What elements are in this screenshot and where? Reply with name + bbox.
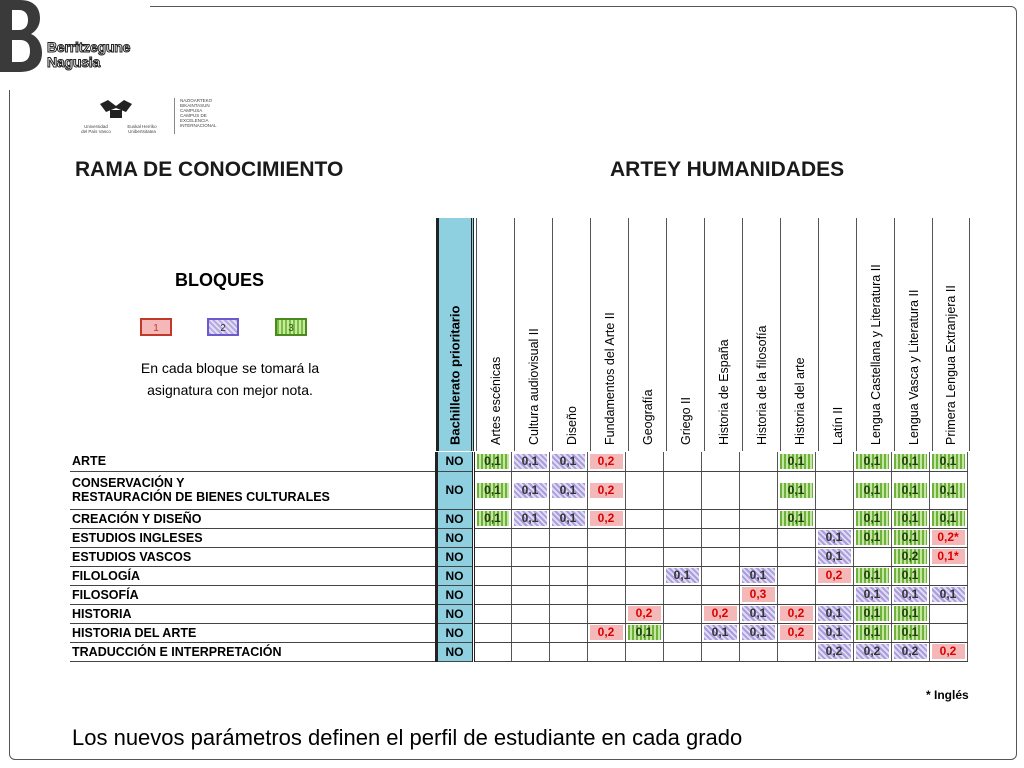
weight-value: 0,2 (590, 483, 623, 498)
weight-cell (473, 452, 511, 471)
weight-cell (739, 452, 777, 471)
subject-label: Griego II (678, 397, 693, 445)
weight-cell (701, 566, 739, 585)
weight-cell (929, 623, 967, 642)
weight-cell (701, 452, 739, 471)
header-subject (932, 218, 970, 451)
weight-cell (853, 623, 891, 642)
table-row (70, 452, 967, 471)
weight-cell (815, 566, 853, 585)
weight-cell (587, 528, 625, 547)
weight-cell (625, 604, 663, 623)
weight-cell (853, 509, 891, 528)
bachillerato-value: NO (436, 471, 473, 509)
weight-cell (701, 509, 739, 528)
subject-label: Fundamentos del Arte II (602, 312, 617, 445)
weight-cell (625, 452, 663, 471)
legend-block-1: 1 (140, 318, 172, 336)
degree-name: TRADUCCIÓN E INTERPRETACIÓN (70, 642, 436, 661)
weight-cell (549, 623, 587, 642)
weight-cell (587, 566, 625, 585)
weighting-table (70, 452, 968, 662)
brand-line2: Nagusia (47, 54, 101, 70)
weight-cell (663, 509, 701, 528)
weight-value: 0,1 (856, 530, 889, 545)
weight-value: 0,2 (932, 644, 965, 659)
weight-cell (853, 471, 891, 509)
brand-name (47, 40, 130, 70)
degree-name: HISTORIA DEL ARTE (70, 623, 436, 642)
weight-value: 0,2 (704, 606, 737, 621)
weight-cell (891, 452, 929, 471)
weight-cell (815, 585, 853, 604)
weight-value: 0,1 (477, 511, 509, 526)
bachillerato-value: NO (436, 642, 473, 661)
weight-cell (587, 509, 625, 528)
weight-cell (587, 604, 625, 623)
university-name-es: Universidad del País Vasco (81, 124, 111, 134)
bachillerato-value: NO (436, 623, 473, 642)
weight-cell (891, 623, 929, 642)
legend-block-2: 2 (207, 318, 239, 336)
bachillerato-value: NO (436, 547, 473, 566)
weight-value: 0,1 (780, 483, 813, 498)
degree-name: CREACIÓN Y DISEÑO (70, 509, 436, 528)
weight-value: 0,1 (856, 606, 889, 621)
weight-value: 0,1 (932, 511, 965, 526)
degree-name: HISTORIA (70, 604, 436, 623)
branch-name: ARTEY HUMANIDADES (610, 158, 845, 181)
weight-cell (511, 509, 549, 528)
weight-cell (663, 528, 701, 547)
header-subject (704, 218, 742, 451)
subject-label: Artes escénicas (488, 356, 503, 445)
header-subject (514, 218, 552, 451)
weight-value: 0,1 (856, 568, 889, 583)
weight-cell (701, 642, 739, 661)
weight-cell (663, 471, 701, 509)
weight-value: 0,2 (780, 625, 813, 640)
weight-value: 0,2 (818, 644, 851, 659)
weight-value: 0,2 (590, 511, 623, 526)
header-subject (780, 218, 818, 451)
weight-cell (777, 604, 815, 623)
weight-cell (815, 452, 853, 471)
weight-cell (473, 471, 511, 509)
weight-cell (511, 642, 549, 661)
weight-value: 0,2 (818, 568, 851, 583)
weight-value: 0,1 (894, 606, 927, 621)
weight-cell (587, 547, 625, 566)
weight-cell (815, 623, 853, 642)
weight-cell (511, 471, 549, 509)
subject-label: Historia de la filosofía (754, 325, 769, 445)
weight-cell (701, 471, 739, 509)
weight-cell (511, 452, 549, 471)
weight-cell (701, 528, 739, 547)
logo-divider (174, 98, 175, 134)
table-row (70, 604, 967, 623)
weight-value: 0,1 (818, 606, 851, 621)
weight-cell (549, 585, 587, 604)
weight-value: 0,1 (856, 483, 889, 498)
weight-value: 0,1 (552, 511, 585, 526)
weight-cell (511, 585, 549, 604)
legend-title: BLOQUES (175, 270, 265, 290)
header-subject (590, 218, 628, 451)
table-row (70, 585, 967, 604)
weight-value: 0,1 (894, 625, 927, 640)
bachillerato-value: NO (436, 452, 473, 471)
weight-cell (625, 585, 663, 604)
weight-cell (511, 547, 549, 566)
header-subject (856, 218, 894, 451)
weight-cell (625, 547, 663, 566)
weight-value: 0,1 (818, 625, 851, 640)
weight-cell (853, 528, 891, 547)
weight-cell (473, 566, 511, 585)
weight-cell (739, 509, 777, 528)
weight-cell (815, 528, 853, 547)
degree-name: ARTE (70, 452, 436, 471)
weight-value: 0,1 (552, 483, 585, 498)
weight-cell (891, 547, 929, 566)
weight-value: 0,1 (856, 454, 889, 469)
weight-value: 0,1* (932, 549, 965, 564)
weight-value: 0,1 (514, 511, 547, 526)
subject-label: Latín II (830, 406, 845, 445)
weight-cell (625, 566, 663, 585)
weight-value: 0,2 (856, 644, 889, 659)
weight-value: 0,1 (894, 530, 927, 545)
table-row (70, 566, 967, 585)
weight-cell (739, 642, 777, 661)
weight-value: 0,1 (742, 606, 775, 621)
weight-cell (777, 452, 815, 471)
weight-value: 0,1 (856, 511, 889, 526)
weight-cell (929, 452, 967, 471)
header-subject (742, 218, 780, 451)
weight-value: 0,1 (552, 454, 585, 469)
weight-cell (701, 623, 739, 642)
weight-cell (549, 547, 587, 566)
weight-value: 0,3 (742, 587, 775, 602)
weight-cell (815, 547, 853, 566)
weight-value: 0,2 (780, 606, 813, 621)
weight-cell (815, 604, 853, 623)
weight-cell (739, 528, 777, 547)
bachillerato-value: NO (436, 604, 473, 623)
weight-cell (891, 471, 929, 509)
table-row (70, 642, 967, 661)
header-subject (818, 218, 856, 451)
header-subject (628, 218, 666, 451)
bachillerato-value: NO (436, 566, 473, 585)
weight-cell (853, 642, 891, 661)
weight-value: 0,1 (742, 568, 775, 583)
weight-cell (929, 509, 967, 528)
university-logo (76, 96, 236, 138)
weight-cell (587, 623, 625, 642)
weight-cell (929, 566, 967, 585)
weight-value: 0,1 (780, 454, 813, 469)
header-label: Bachillerato prioritario (447, 305, 463, 445)
weight-value: 0,1 (477, 483, 509, 498)
weight-cell (587, 642, 625, 661)
berritzegune-logo-icon (0, 0, 42, 72)
degree-name: FILOSOFÍA (70, 585, 436, 604)
weight-cell (473, 642, 511, 661)
subject-label: Geografía (640, 389, 655, 445)
weight-value: 0,1 (894, 568, 927, 583)
slide-caption: Los nuevos parámetros definen el perfil de estudiante en cada grado (72, 725, 743, 750)
degree-name: ESTUDIOS VASCOS (70, 547, 436, 566)
footnote: * Inglés (926, 688, 969, 702)
degree-name: CONSERVACIÓN Y RESTAURACIÓN DE BIENES CULTURALES (70, 471, 436, 509)
degree-name: FILOLOGÍA (70, 566, 436, 585)
weight-cell (777, 471, 815, 509)
weight-cell (777, 585, 815, 604)
weight-value: 0,1 (932, 454, 965, 469)
weight-cell (473, 547, 511, 566)
weight-cell (549, 566, 587, 585)
table-row (70, 623, 967, 642)
weight-cell (853, 604, 891, 623)
weight-cell (663, 452, 701, 471)
weight-cell (739, 566, 777, 585)
weight-cell (929, 547, 967, 566)
subject-label: Lengua Vasca y Literatura II (906, 289, 921, 445)
weight-value: 0,1 (514, 483, 547, 498)
weight-value: 0,2 (590, 454, 623, 469)
weight-cell (511, 528, 549, 547)
weight-value: 0,1 (477, 454, 509, 469)
weight-cell (549, 642, 587, 661)
campus-label: NAZIOARTEKO BIKAINTASUN CAMPUSA CAMPUS DE EXCELENCIA INTERNACIONAL (180, 98, 217, 128)
weight-cell (739, 547, 777, 566)
weight-cell (815, 471, 853, 509)
weight-cell (473, 585, 511, 604)
brand-line1: Berritzegune (47, 39, 131, 55)
weight-cell (739, 585, 777, 604)
weight-cell (853, 566, 891, 585)
bachillerato-value: NO (436, 509, 473, 528)
subject-label: Primera Lengua Extranjera II (944, 285, 958, 445)
weight-cell (663, 585, 701, 604)
weight-cell (891, 604, 929, 623)
bachillerato-value: NO (436, 528, 473, 547)
weight-value: 0,1 (818, 549, 851, 564)
weight-cell (739, 471, 777, 509)
weight-cell (663, 642, 701, 661)
weight-value: 0,1 (932, 483, 965, 498)
weight-cell (625, 471, 663, 509)
weight-value: 0,2 (590, 625, 623, 640)
weight-cell (929, 528, 967, 547)
weight-value: 0,1 (894, 483, 927, 498)
weight-cell (473, 528, 511, 547)
weight-value: 0,2* (932, 530, 965, 545)
weight-value: 0,1 (818, 530, 851, 545)
weight-cell (701, 547, 739, 566)
weight-cell (587, 585, 625, 604)
weight-cell (625, 642, 663, 661)
subject-label: Lengua Castellana y Literatura II (868, 264, 883, 445)
weight-cell (929, 604, 967, 623)
weight-cell (663, 623, 701, 642)
table-row (70, 509, 967, 528)
legend-note: En cada bloque se tomará la asignatura con mejor nota. (140, 360, 320, 398)
weight-cell (853, 547, 891, 566)
table-row (70, 471, 967, 509)
weight-value: 0,1 (894, 587, 927, 602)
weight-cell (701, 585, 739, 604)
bachillerato-value: NO (436, 585, 473, 604)
weight-cell (777, 528, 815, 547)
weight-cell (815, 509, 853, 528)
weight-cell (473, 623, 511, 642)
weight-cell (929, 585, 967, 604)
weight-cell (739, 623, 777, 642)
weight-cell (777, 566, 815, 585)
weight-value: 0,1 (628, 625, 661, 640)
weight-cell (891, 585, 929, 604)
weight-cell (663, 604, 701, 623)
weight-cell (815, 642, 853, 661)
weight-value: 0,1 (780, 511, 813, 526)
weight-cell (929, 642, 967, 661)
header-bachillerato (436, 218, 474, 451)
weight-cell (473, 604, 511, 623)
weight-cell (777, 547, 815, 566)
subject-label: Historia de España (716, 339, 731, 445)
weight-cell (777, 509, 815, 528)
weight-cell (891, 528, 929, 547)
header-subject (894, 218, 932, 451)
subject-label: Cultura audiovisual II (526, 328, 541, 445)
upv-emblem-icon (96, 98, 136, 120)
weight-cell (853, 585, 891, 604)
weight-cell (473, 509, 511, 528)
weight-cell (549, 604, 587, 623)
branch-label: RAMA DE CONOCIMIENTO (75, 158, 344, 181)
weight-value: 0,1 (894, 454, 927, 469)
weight-value: 0,1 (514, 454, 547, 469)
weight-cell (511, 604, 549, 623)
subject-label: Diseño (564, 406, 579, 445)
weight-cell (549, 509, 587, 528)
weight-cell (777, 623, 815, 642)
university-name-eu: Euskal Herriko Unibertsitatea (127, 124, 157, 134)
weight-value: 0,2 (628, 606, 661, 621)
weight-cell (663, 547, 701, 566)
weight-cell (739, 604, 777, 623)
legend-block-3: 3 (275, 318, 307, 336)
weight-value: 0,2 (894, 549, 927, 564)
subject-label: Historia del arte (792, 357, 807, 445)
weight-cell (891, 642, 929, 661)
weight-cell (891, 509, 929, 528)
weight-value: 0,2 (894, 644, 927, 659)
weight-cell (511, 566, 549, 585)
weight-cell (587, 452, 625, 471)
weight-cell (625, 623, 663, 642)
weight-cell (587, 471, 625, 509)
weight-cell (853, 452, 891, 471)
weight-cell (891, 566, 929, 585)
weight-cell (549, 471, 587, 509)
weight-cell (549, 528, 587, 547)
weight-value: 0,1 (856, 587, 889, 602)
header-subject (552, 218, 590, 451)
weight-value: 0,1 (742, 625, 775, 640)
weight-value: 0,1 (856, 625, 889, 640)
weight-value: 0,1 (894, 511, 927, 526)
weight-cell (663, 566, 701, 585)
degree-name: ESTUDIOS INGLESES (70, 528, 436, 547)
table-row (70, 528, 967, 547)
weight-cell (701, 604, 739, 623)
weight-value: 0,1 (932, 587, 965, 602)
table-row (70, 547, 967, 566)
header-subject (476, 218, 514, 451)
header-subject (666, 218, 704, 451)
weight-value: 0,1 (666, 568, 699, 583)
weight-cell (625, 509, 663, 528)
weight-cell (625, 528, 663, 547)
weight-cell (549, 452, 587, 471)
weight-cell (511, 623, 549, 642)
weight-cell (777, 642, 815, 661)
weight-cell (929, 471, 967, 509)
weight-value: 0,1 (704, 625, 737, 640)
